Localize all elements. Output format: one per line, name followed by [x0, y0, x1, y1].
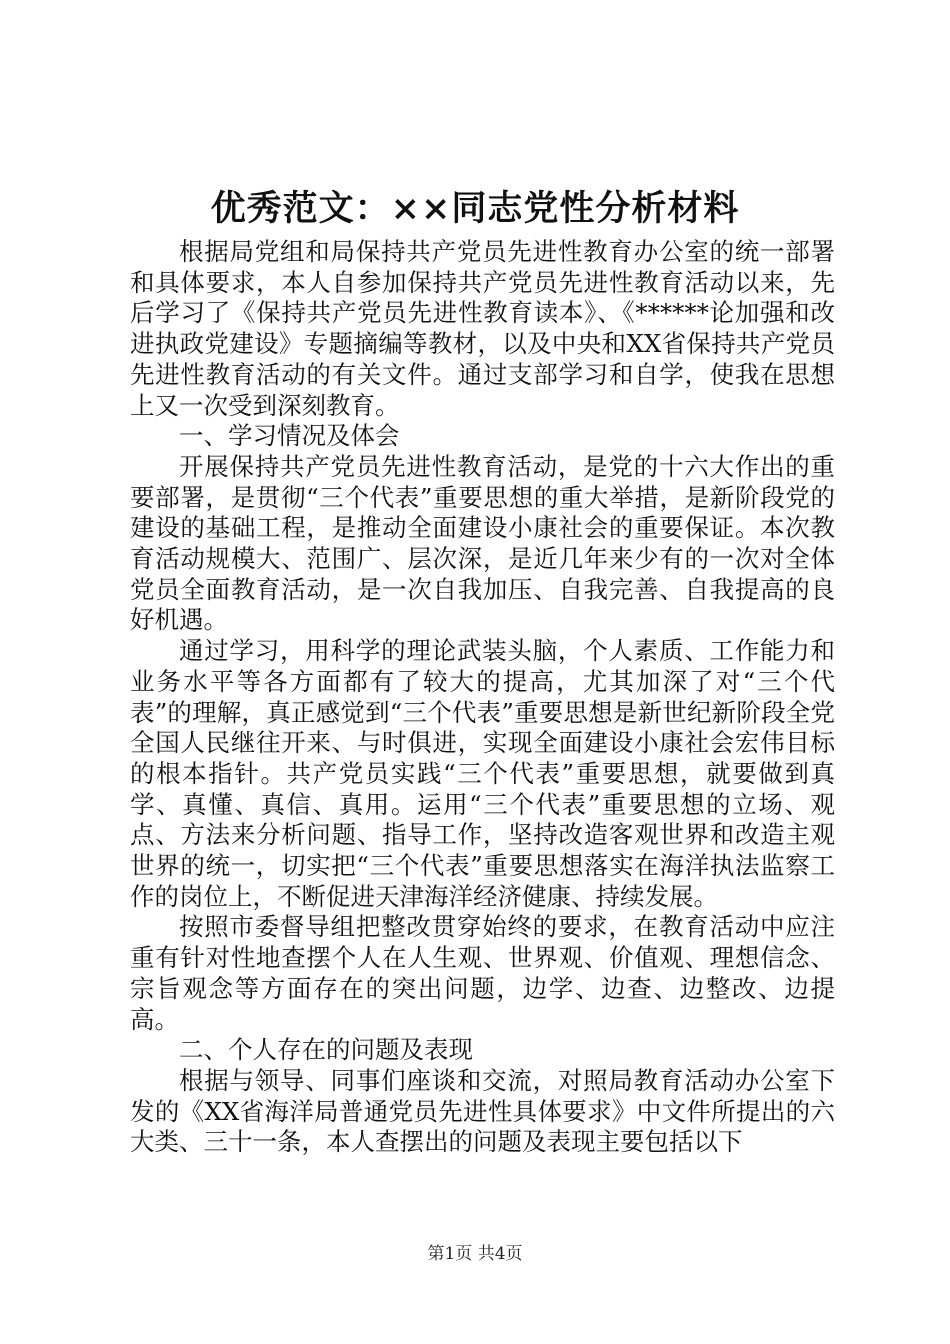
paragraph-3: 按照市委督导组把整改贯穿始终的要求，在教育活动中应注重有针对性地查摆个人在人生观、世界观、价值观、理想信念、宗旨观念等方面存在的突出问题，边学、边查、边整改、边提高。 [130, 912, 835, 1034]
section-heading-2: 二、个人存在的问题及表现 [179, 1035, 473, 1065]
paragraph-1: 开展保持共产党员先进性教育活动，是党的十六大作出的重要部署，是贯彻“三个代表”重要思想的重大举措，是新阶段党的建设的基础工程，是推动全面建设小康社会的重要保证。本次教育活动规模大、范围广、层次深，是近几年来少有的一次对全体党员全面教育活动，是一次自我加压、自我完善、自我提高的良好机遇。 [130, 451, 835, 635]
paragraph-4: 根据与领导、同事们座谈和交流，对照局教育活动办公室下发的《XX省海洋局普通党员先进性具体要求》中文件所提出的六大类、三十一条，本人查摆出的问题及表现主要包括以下 [130, 1065, 835, 1157]
page-number-footer: 第1页 共4页 [427, 1244, 523, 1264]
section-heading-1: 一、学习情况及体会 [179, 421, 400, 451]
paragraph-intro: 根据局党组和局保持共产党员先进性教育办公室的统一部署和具体要求，本人自参加保持共产党员先进性教育活动以来，先后学习了《保持共产党员先进性教育读本》、《******论加强和改进执政党建设》专题摘编等教材，以及中央和XX省保持共产党员先进性教育活动的有关文件。通过支部学习和自学，使我在思想上又一次受到深刻教育。 [130, 237, 835, 420]
document-body [130, 237, 835, 1158]
paragraph-2: 通过学习，用科学的理论武装头脑，个人素质、工作能力和业务水平等各方面都有了较大的提高，尤其加深了对“三个代表”的理解，真正感觉到“三个代表”重要思想是新世纪新阶段全党全国人民继往开来、与时俱进，实现全面建设小康社会宏伟目标的根本指针。共产党员实践“三个代表”重要思想，就要做到真学、真懂、真信、真用。运用“三个代表”重要思想的立场、观点、方法来分析问题、指导工作，坚持改造客观世界和改造主观世界的统一，切实把“三个代表”重要思想落实在海洋执法监察工作的岗位上，不断促进天津海洋经济健康、持续发展。 [130, 636, 835, 911]
document-title: 优秀范文：××同志党性分析材料 [210, 188, 740, 229]
